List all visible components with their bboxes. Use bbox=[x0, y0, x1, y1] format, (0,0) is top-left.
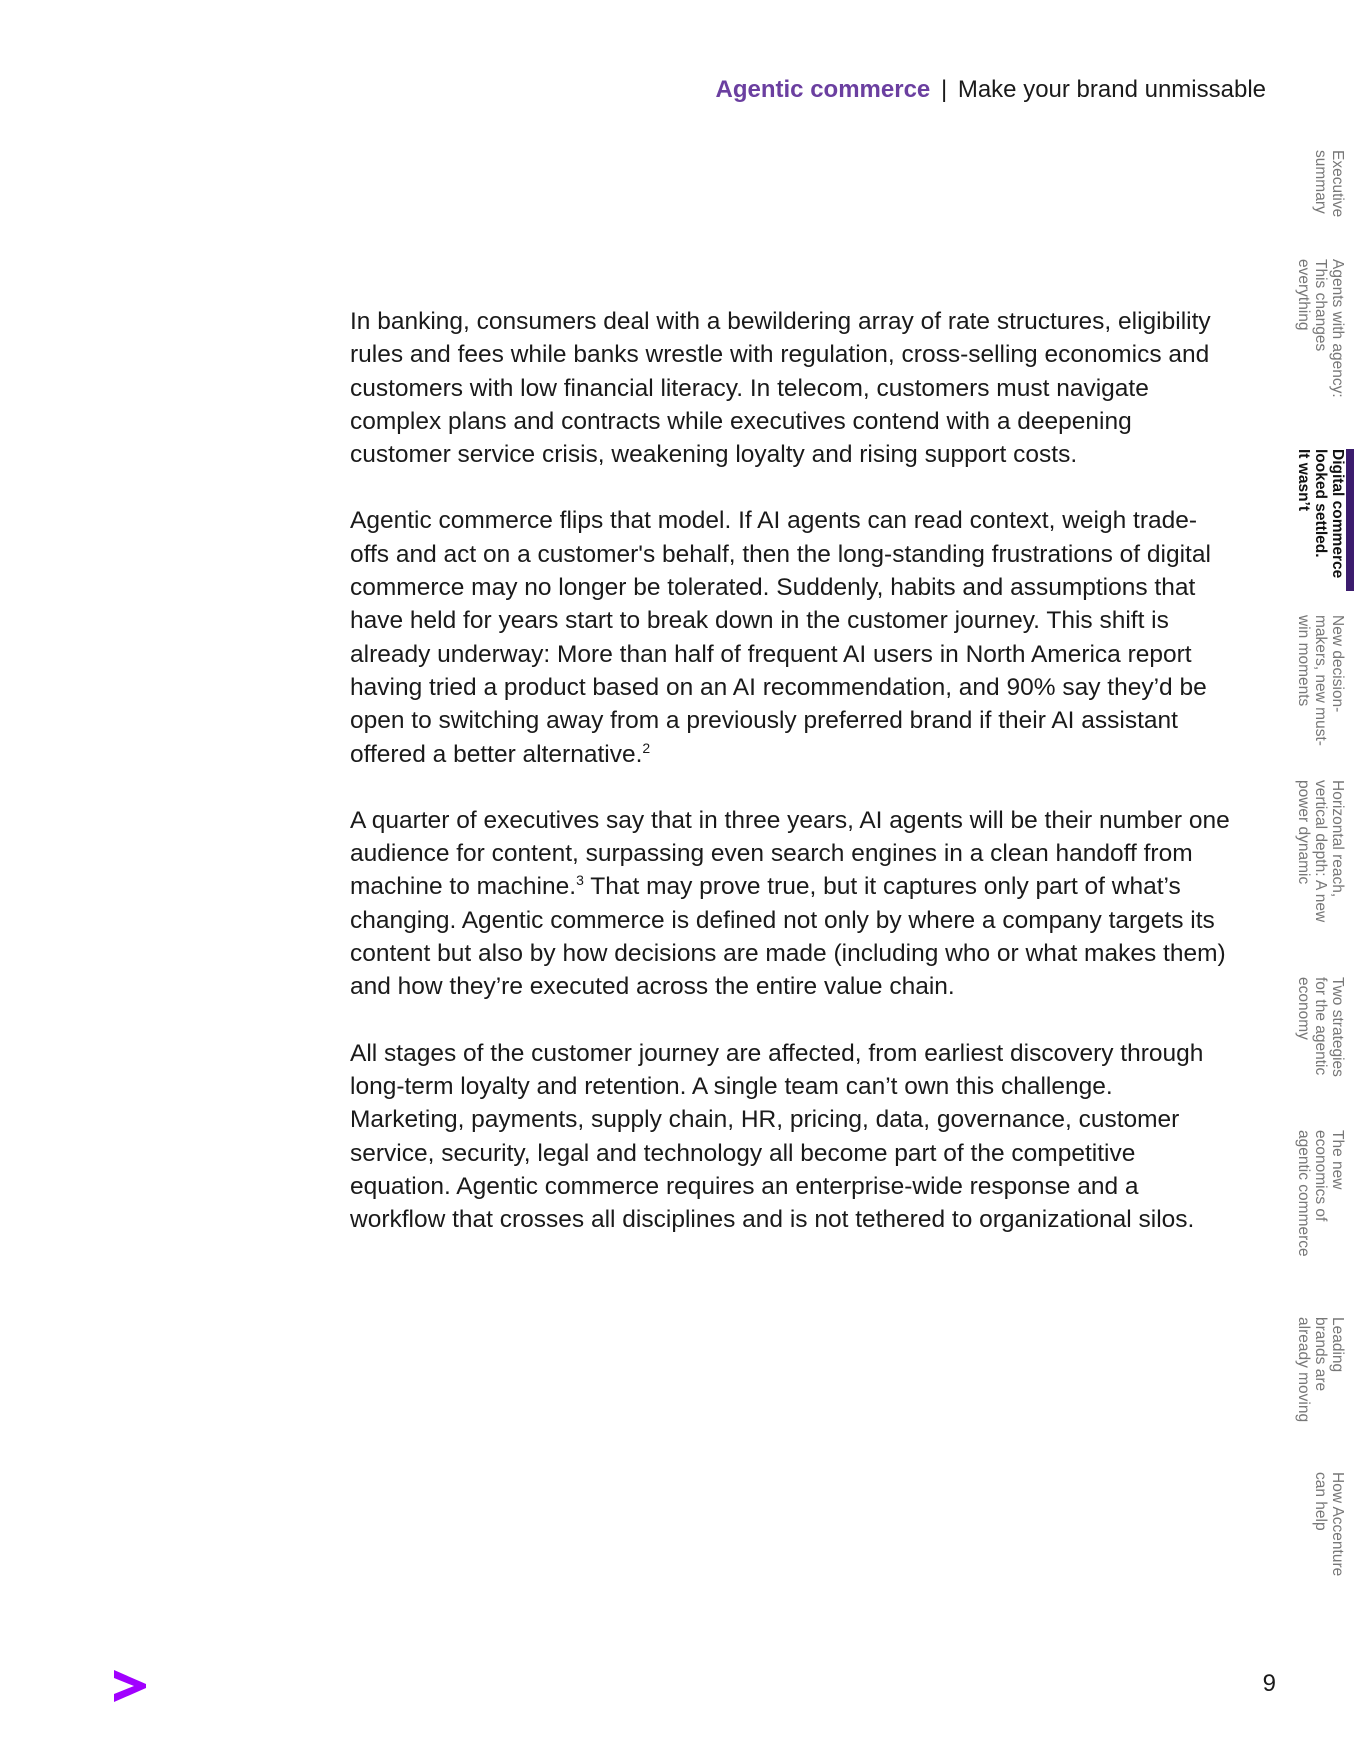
nav-item-label: brands are bbox=[1312, 1317, 1329, 1392]
page-header bbox=[716, 76, 1266, 104]
paragraph-1 bbox=[350, 305, 1230, 471]
nav-item-label: win moments bbox=[1295, 615, 1312, 707]
nav-item-label: summary bbox=[1312, 150, 1329, 214]
nav-item-label: economics of bbox=[1312, 1130, 1329, 1222]
paragraph-1-text: In banking, consumers deal with a bewildering array of rate structures, eligibility rules and fees while banks wrestle with regulation, cross-selling economics and customers with low financial literacy. In telecom, customers must navigate complex plans and contracts while executives contend with a deepening customer service crisis, weakening loyalty and rising support costs. bbox=[350, 308, 1211, 469]
logo-chevron-shape bbox=[114, 1670, 146, 1702]
paragraph-2-text: Agentic commerce flips that model. If AI agents can read context, weigh trade-offs and act on a customer's behalf, then the long-standing frustrations of digital commerce may no longer be tolerated. Suddenly, habits and assumptions that have held for years start to break down in the customer journey. This shift is already underway: More than half of frequent AI users in North America report having tried a product based on an AI recommendation, and 90% say they’d be open to switching away from a previously preferred brand if their AI assistant offered a better alternative. bbox=[350, 507, 1211, 768]
nav-item-digital-commerce[interactable] bbox=[1295, 449, 1346, 591]
header-subtitle: Make your brand unmissable bbox=[957, 76, 1266, 103]
header-brand: Agentic commerce bbox=[715, 76, 931, 103]
nav-item-label: This changes bbox=[1312, 259, 1329, 352]
nav-item-label: agentic commerce bbox=[1295, 1130, 1312, 1257]
nav-item-new-decision-makers[interactable] bbox=[1295, 615, 1346, 765]
paragraph-3-text-before: A quarter of executives say that in three years, AI agents will be their number one audience for content, surpassing even search engines in a clean handoff from machine to machine. bbox=[350, 806, 1230, 901]
nav-item-label: How Accenture bbox=[1329, 1472, 1346, 1577]
nav-item-agents-with-agency[interactable] bbox=[1295, 259, 1346, 419]
nav-item-label: Executive bbox=[1329, 150, 1346, 218]
body-text bbox=[350, 305, 1230, 1269]
nav-item-label: everything bbox=[1295, 259, 1312, 331]
nav-item-executive-summary[interactable] bbox=[1312, 150, 1346, 230]
paragraph-3-text-after: That may prove true, but it captures only part of what’s changing. Agentic commerce is defined not only by where a company targets its content but also by how decisions are made (including who or what makes them) and how they’re executed across the entire value chain. bbox=[350, 873, 1226, 1001]
nav-item-label: power dynamic bbox=[1295, 780, 1312, 885]
nav-active-indicator bbox=[1346, 449, 1354, 591]
nav-item-label: Agents with agency: bbox=[1329, 259, 1346, 398]
header-separator: | bbox=[940, 76, 948, 103]
nav-item-label: makers, new must- bbox=[1312, 615, 1329, 746]
paragraph-4 bbox=[350, 1037, 1230, 1237]
nav-item-two-strategies[interactable] bbox=[1295, 977, 1346, 1097]
nav-item-label: It wasn’t bbox=[1295, 449, 1312, 512]
paragraph-4-text: All stages of the customer journey are affected, from earliest discovery through long-term loyalty and retention. A single team can’t own this challenge. Marketing, payments, supply chain, HR, pricing, data, governance, customer service, security, legal and technology all become part of the competitive equation. Agentic commerce requires an enterprise-wide response and a workflow that crosses all disciplines and is not tethered to organizational silos. bbox=[350, 1039, 1204, 1234]
nav-item-label: already moving bbox=[1295, 1317, 1312, 1423]
nav-item-label: Two strategies bbox=[1329, 977, 1346, 1077]
nav-item-new-economics[interactable] bbox=[1295, 1130, 1346, 1290]
nav-item-label: economy bbox=[1295, 977, 1312, 1040]
nav-item-label: for the agentic bbox=[1312, 977, 1329, 1076]
nav-item-label: New decision- bbox=[1329, 615, 1346, 713]
paragraph-2 bbox=[350, 504, 1230, 770]
nav-item-leading-brands[interactable] bbox=[1295, 1317, 1346, 1442]
nav-item-horizontal-reach[interactable] bbox=[1295, 780, 1346, 950]
nav-item-how-accenture-can-help[interactable] bbox=[1312, 1472, 1346, 1597]
nav-item-label: looked settled. bbox=[1312, 449, 1329, 558]
accenture-chevron-icon bbox=[112, 1668, 148, 1704]
nav-item-label: Leading bbox=[1329, 1317, 1346, 1373]
footnote-ref-3[interactable]: 3 bbox=[576, 872, 584, 889]
nav-item-label: can help bbox=[1312, 1472, 1329, 1531]
nav-item-label: Horizontal reach, bbox=[1329, 780, 1346, 898]
nav-item-label: vertical depth: A new bbox=[1312, 780, 1329, 923]
footnote-ref-2[interactable]: 2 bbox=[642, 739, 651, 756]
page-number: 9 bbox=[1262, 1670, 1276, 1697]
nav-item-label: Digital commerce bbox=[1329, 449, 1346, 579]
paragraph-3 bbox=[350, 804, 1230, 1004]
nav-item-label: The new bbox=[1329, 1130, 1346, 1190]
